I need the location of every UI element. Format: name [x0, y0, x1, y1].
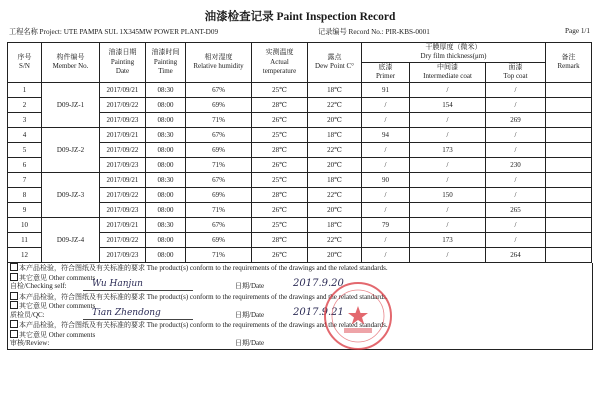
cell-remark — [546, 232, 592, 247]
cell-remark — [546, 217, 592, 232]
cell-primer: 94 — [362, 127, 410, 142]
qc-line: 质检员/QC: Tian Zhendong 日期/Date 2017.9.21 — [10, 306, 344, 319]
project-name: 工程名称 Project: UTE PAMPA SUL 1X345MW POWER PLANT-D09 — [9, 28, 219, 36]
checking-self-line: 自检/Checking self: Wu Hanjun 日期/Date 2017.9.20 — [10, 278, 344, 290]
cell-inter: / — [410, 202, 486, 217]
cell-sn: 8 — [8, 187, 42, 202]
cell-remark — [546, 127, 592, 142]
self-date-value: 2017.9.20 — [293, 278, 344, 289]
cell-top: / — [486, 97, 546, 112]
cell-top: / — [486, 232, 546, 247]
col-primer-header: 底漆 Primer — [362, 62, 410, 82]
cell-remark — [546, 142, 592, 157]
cell-humidity: 67% — [186, 172, 252, 187]
cell-sn: 1 — [8, 82, 42, 97]
cell-date: 2017/09/21 — [100, 217, 146, 232]
record-number: 记录编号 Record No.: PIR-KBS-0001 — [318, 28, 430, 36]
cell-dew: 20℃ — [308, 247, 362, 262]
cell-top: / — [486, 172, 546, 187]
cell-top: 265 — [486, 202, 546, 217]
cell-temp: 28℃ — [252, 232, 308, 247]
cell-dew: 20℃ — [308, 202, 362, 217]
comments-section — [7, 263, 593, 350]
cell-primer: / — [362, 157, 410, 172]
cell-dew: 22℃ — [308, 232, 362, 247]
checkbox-other-3[interactable] — [10, 330, 18, 338]
cell-remark — [546, 202, 592, 217]
cell-time: 08:00 — [146, 157, 186, 172]
cell-date: 2017/09/21 — [100, 127, 146, 142]
cell-primer: / — [362, 187, 410, 202]
cell-dew: 22℃ — [308, 142, 362, 157]
cell-dew: 22℃ — [308, 187, 362, 202]
table-row — [8, 127, 592, 142]
cell-dew: 18℃ — [308, 172, 362, 187]
cell-member: D09-JZ-4 — [42, 217, 100, 262]
checkbox-conform-1[interactable] — [10, 263, 18, 271]
cell-primer: 91 — [362, 82, 410, 97]
cell-sn: 2 — [8, 97, 42, 112]
cell-time: 08:00 — [146, 247, 186, 262]
cell-sn: 3 — [8, 112, 42, 127]
inspection-stamp-icon — [322, 280, 394, 352]
cell-humidity: 71% — [186, 247, 252, 262]
cell-inter: / — [410, 82, 486, 97]
cell-time: 08:00 — [146, 187, 186, 202]
cell-inter: / — [410, 172, 486, 187]
cell-temp: 25℃ — [252, 82, 308, 97]
cell-time: 08:30 — [146, 217, 186, 232]
cell-temp: 25℃ — [252, 127, 308, 142]
cell-inter: / — [410, 112, 486, 127]
cell-time: 08:30 — [146, 172, 186, 187]
cell-top: / — [486, 142, 546, 157]
conform-line-1: 本产品检验，符合图纸及有关标准的要求 The product(s) conform to the requirements of the drawings and the related standards. — [8, 263, 592, 273]
col-time-header: 油漆时间 Painting Time — [146, 43, 186, 83]
cell-top: / — [486, 187, 546, 202]
cell-sn: 11 — [8, 232, 42, 247]
cell-time: 08:00 — [146, 97, 186, 112]
cell-inter: 173 — [410, 142, 486, 157]
cell-humidity: 71% — [186, 202, 252, 217]
cell-sn: 7 — [8, 172, 42, 187]
cell-member: D09-JZ-3 — [42, 172, 100, 217]
self-signature: Wu Hanjun — [92, 279, 143, 289]
cell-primer: / — [362, 247, 410, 262]
page-title: 油漆检查记录 Paint Inspection Record — [204, 11, 396, 23]
cell-humidity: 67% — [186, 82, 252, 97]
cell-temp: 28℃ — [252, 142, 308, 157]
conform-line-3: 本产品检验，符合图纸及有关标准的要求 The product(s) conform to the requirements of the drawings and the related standards. — [8, 320, 592, 330]
cell-primer: 79 — [362, 217, 410, 232]
col-dew-header: 露点 Dew Point C° — [308, 43, 362, 83]
col-top-header: 面漆 Top coat — [486, 62, 546, 82]
review-line: 审核/Review: 日期/Date — [10, 339, 265, 347]
cell-dew: 18℃ — [308, 82, 362, 97]
cell-date: 2017/09/23 — [100, 247, 146, 262]
checkbox-other-1[interactable] — [10, 273, 18, 281]
cell-remark — [546, 97, 592, 112]
cell-time: 08:30 — [146, 82, 186, 97]
cell-top: / — [486, 127, 546, 142]
cell-top: 269 — [486, 112, 546, 127]
cell-primer: / — [362, 97, 410, 112]
header-row — [8, 43, 592, 63]
cell-remark — [546, 187, 592, 202]
cell-date: 2017/09/22 — [100, 142, 146, 157]
col-date-header: 油漆日期 Painting Date — [100, 43, 146, 83]
other-line-2: 其它意见 Other comments — [8, 301, 592, 311]
cell-humidity: 69% — [186, 232, 252, 247]
cell-temp: 28℃ — [252, 187, 308, 202]
cell-sn: 10 — [8, 217, 42, 232]
checkbox-conform-3[interactable] — [10, 320, 18, 328]
cell-inter: 150 — [410, 187, 486, 202]
cell-sn: 5 — [8, 142, 42, 157]
review-date-label: 日期/Date — [235, 339, 265, 347]
cell-primer: / — [362, 232, 410, 247]
cell-humidity: 71% — [186, 112, 252, 127]
cell-inter: / — [410, 127, 486, 142]
cell-top: 230 — [486, 157, 546, 172]
cell-dew: 18℃ — [308, 127, 362, 142]
cell-top: 264 — [486, 247, 546, 262]
cell-inter: / — [410, 217, 486, 232]
cell-humidity: 67% — [186, 217, 252, 232]
cell-time: 08:00 — [146, 202, 186, 217]
col-member-header: 构件编号 Member No. — [42, 43, 100, 83]
cell-date: 2017/09/22 — [100, 232, 146, 247]
cell-member: D09-JZ-2 — [42, 127, 100, 172]
cell-dew: 20℃ — [308, 112, 362, 127]
other-line-3: 其它意见 Other comments — [8, 330, 592, 340]
table-row — [8, 217, 592, 232]
cell-temp: 28℃ — [252, 97, 308, 112]
cell-time: 08:00 — [146, 112, 186, 127]
cell-dew: 18℃ — [308, 217, 362, 232]
col-remark-header: 备注 Remark — [546, 43, 592, 83]
cell-sn: 4 — [8, 127, 42, 142]
cell-inter: / — [410, 157, 486, 172]
checkbox-conform-2[interactable] — [10, 292, 18, 300]
col-dft-header: 干膜厚度（微米） Dry film thickness(μm) — [362, 43, 546, 63]
cell-date: 2017/09/22 — [100, 187, 146, 202]
cell-inter: 154 — [410, 97, 486, 112]
cell-date: 2017/09/21 — [100, 82, 146, 97]
conform-line-2: 本产品检验，符合图纸及有关标准的要求 The product(s) conform to the requirements of the drawings and the related standards. — [8, 292, 592, 302]
cell-date: 2017/09/23 — [100, 202, 146, 217]
col-sn-header: 序号 S/N — [8, 43, 42, 83]
cell-temp: 26℃ — [252, 247, 308, 262]
cell-humidity: 71% — [186, 157, 252, 172]
qc-date-label: 日期/Date — [235, 310, 265, 319]
col-intermediate-header: 中间漆 Intermediate coat — [410, 62, 486, 82]
cell-remark — [546, 157, 592, 172]
self-date-label: 日期/Date — [235, 282, 265, 290]
cell-remark — [546, 82, 592, 97]
cell-inter: / — [410, 247, 486, 262]
cell-humidity: 69% — [186, 187, 252, 202]
cell-temp: 26℃ — [252, 112, 308, 127]
cell-date: 2017/09/21 — [100, 172, 146, 187]
col-humidity-header: 相对湿度 Relative humidity — [186, 43, 252, 83]
qc-date-value: 2017.9.21 — [293, 306, 344, 318]
cell-humidity: 69% — [186, 97, 252, 112]
cell-top: / — [486, 217, 546, 232]
cell-date: 2017/09/22 — [100, 97, 146, 112]
table-row — [8, 172, 592, 187]
page-number: Page 1/1 — [565, 27, 590, 35]
cell-temp: 26℃ — [252, 202, 308, 217]
cell-dew: 22℃ — [308, 97, 362, 112]
cell-primer: / — [362, 142, 410, 157]
cell-temp: 25℃ — [252, 172, 308, 187]
cell-remark — [546, 247, 592, 262]
cell-dew: 20℃ — [308, 157, 362, 172]
cell-remark — [546, 112, 592, 127]
cell-date: 2017/09/23 — [100, 112, 146, 127]
cell-primer: / — [362, 112, 410, 127]
cell-time: 08:30 — [146, 127, 186, 142]
cell-humidity: 69% — [186, 142, 252, 157]
cell-sn: 9 — [8, 202, 42, 217]
cell-primer: / — [362, 202, 410, 217]
cell-member: D09-JZ-1 — [42, 82, 100, 127]
inspection-table — [7, 42, 592, 263]
cell-primer: 90 — [362, 172, 410, 187]
checkbox-other-2[interactable] — [10, 301, 18, 309]
cell-sn: 12 — [8, 247, 42, 262]
qc-signature: Tian Zhendong — [92, 307, 161, 318]
cell-time: 08:00 — [146, 232, 186, 247]
cell-remark — [546, 172, 592, 187]
cell-sn: 6 — [8, 157, 42, 172]
cell-date: 2017/09/23 — [100, 157, 146, 172]
col-temperature-header: 实测温度 Actual temperature — [252, 43, 308, 83]
cell-temp: 26℃ — [252, 157, 308, 172]
cell-top: / — [486, 82, 546, 97]
cell-time: 08:00 — [146, 142, 186, 157]
cell-humidity: 67% — [186, 127, 252, 142]
cell-temp: 25℃ — [252, 217, 308, 232]
cell-inter: 173 — [410, 232, 486, 247]
other-line-1: 其它意见 Other comments — [8, 273, 592, 283]
table-row — [8, 82, 592, 97]
